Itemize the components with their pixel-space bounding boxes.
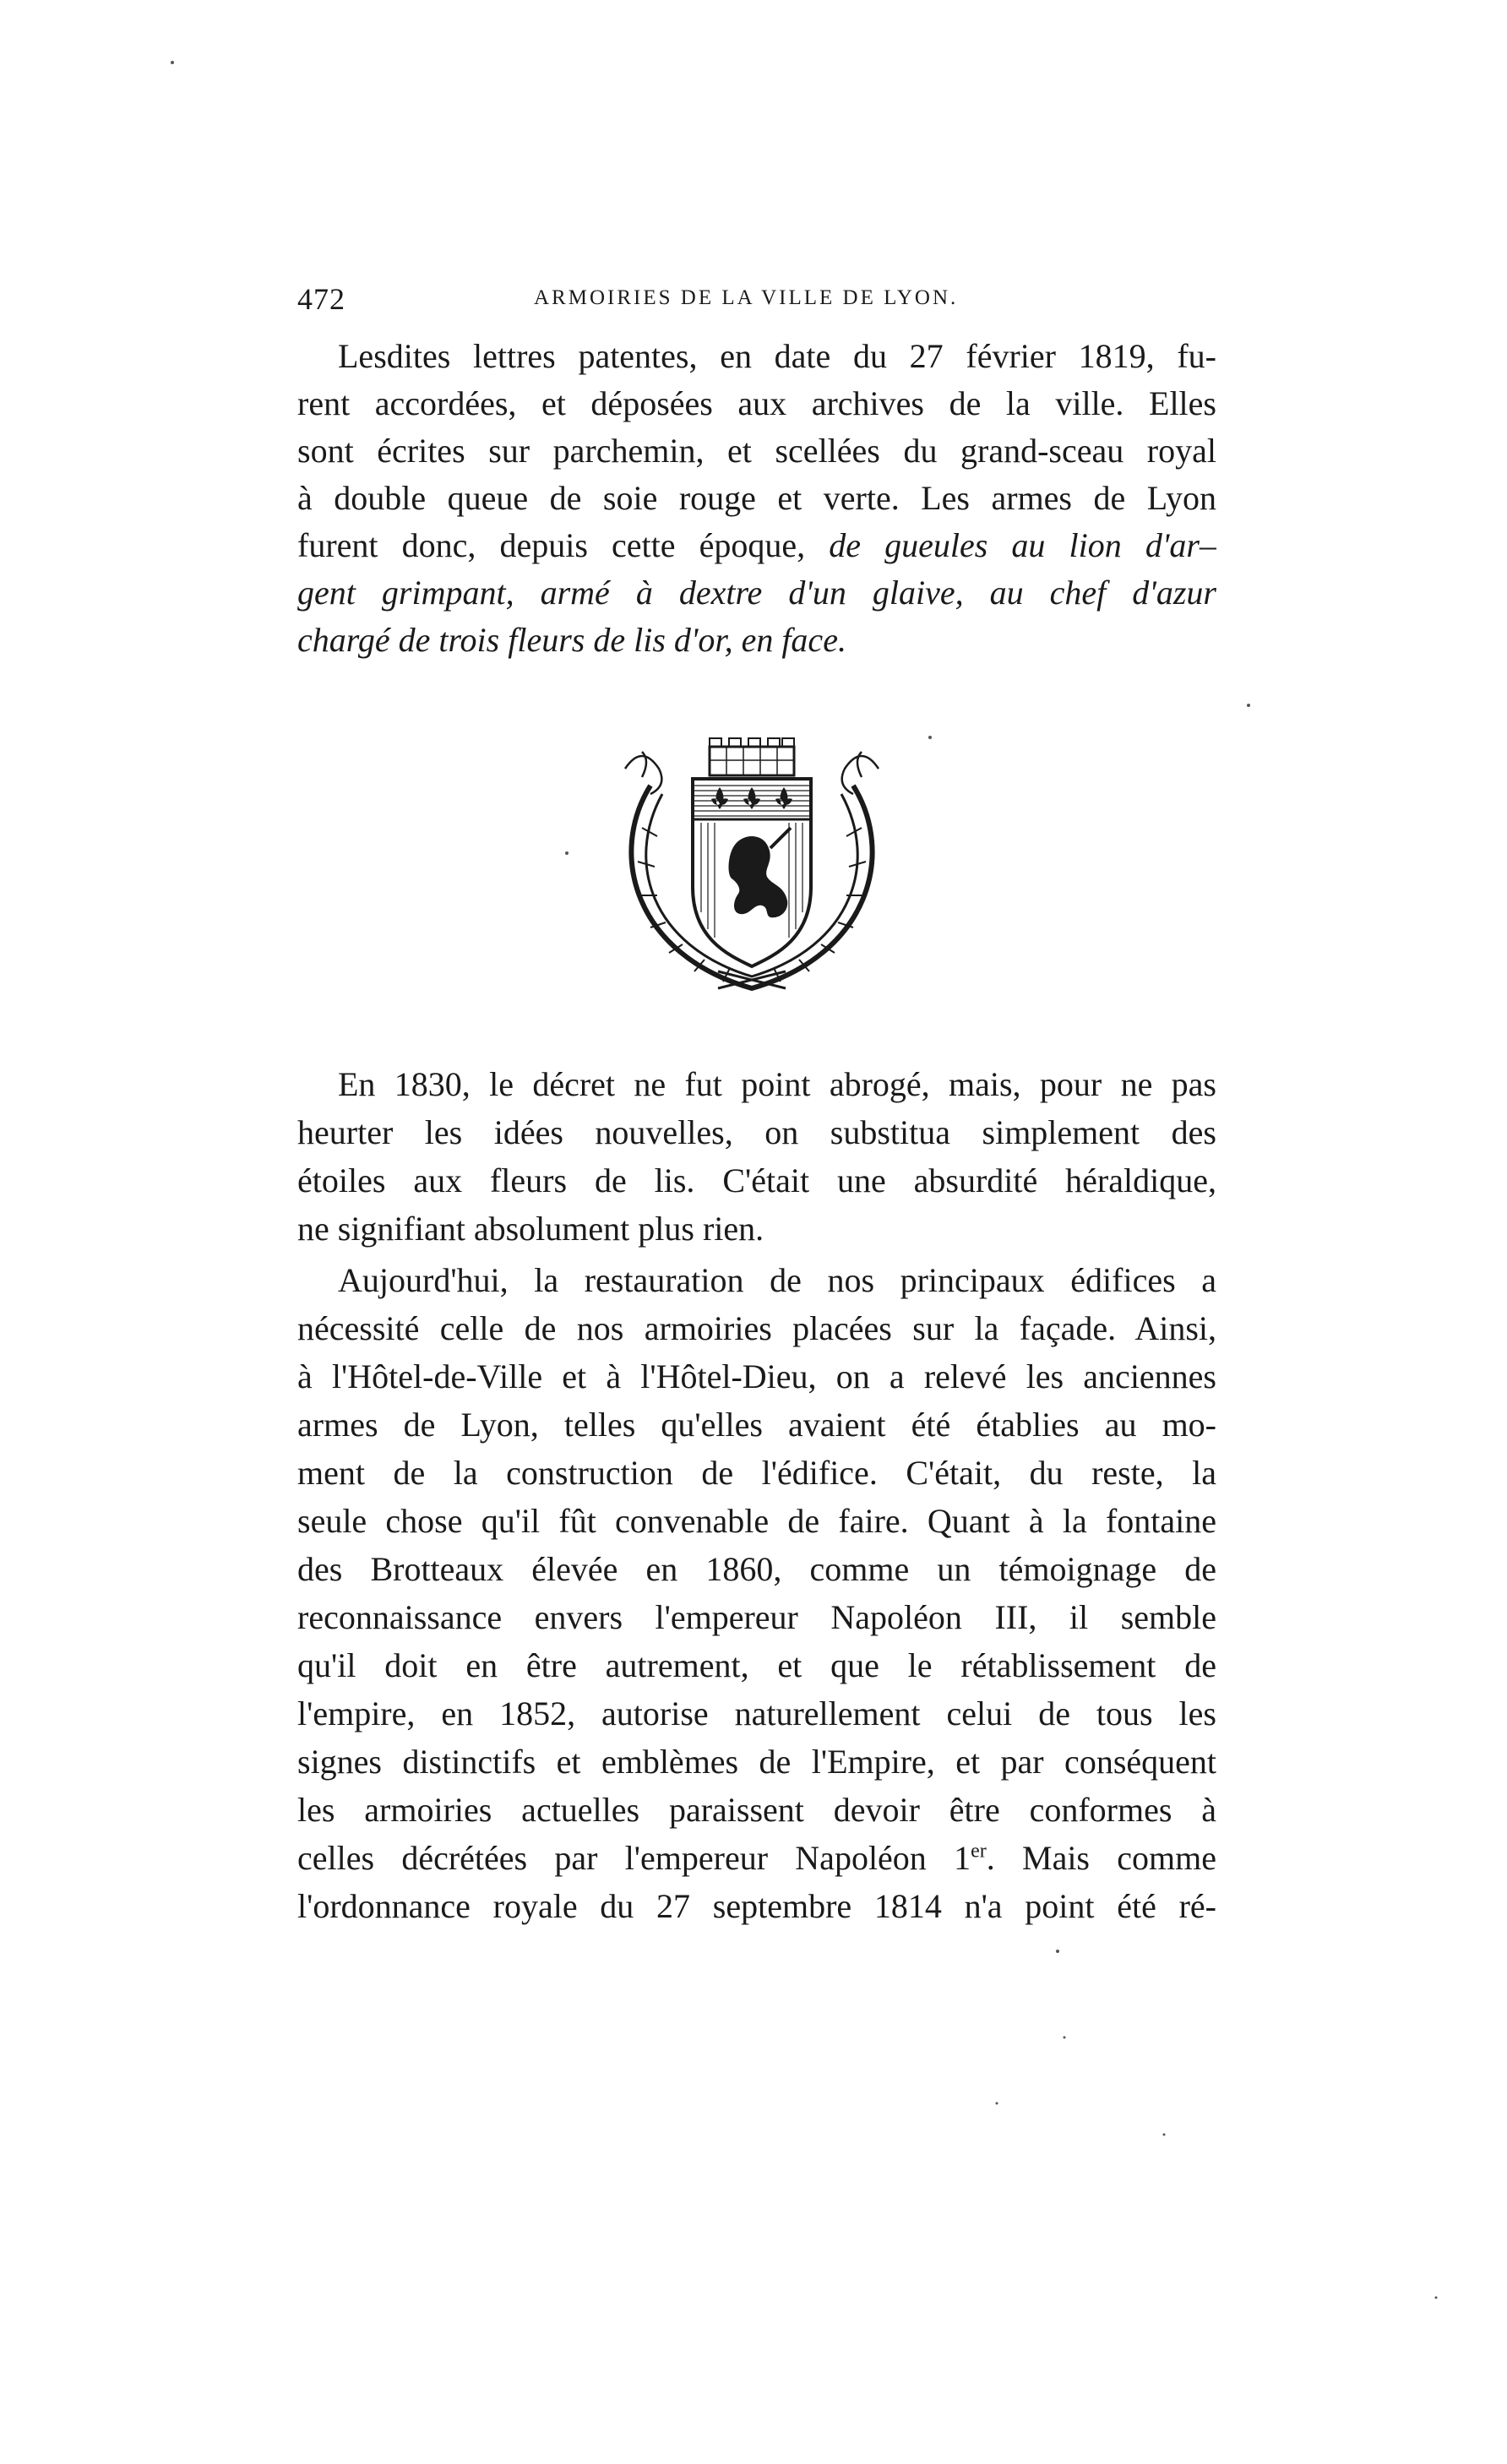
text-line: les armoiries actuelles paraissent devoir être conformes à <box>297 1791 1216 1829</box>
text-line: l'ordonnance royale du 27 septembre 1814 n'a point été ré- <box>297 1887 1216 1925</box>
coat-of-arms-of-lyon-icon <box>591 735 912 1005</box>
text-segment: furent donc, depuis cette époque, <box>297 526 806 564</box>
text-line: Lesdites lettres patentes, en date du 27 février 1819, fu- <box>338 337 1216 375</box>
text-line: signes distinctifs et emblèmes de l'Empire, et par conséquent <box>297 1743 1216 1781</box>
text-line <box>297 617 1216 664</box>
running-title: ARMOIRIES DE LA VILLE DE LYON. <box>534 286 959 309</box>
blazon-italic: de gueules au lion d'ar– <box>829 526 1216 564</box>
text-line <box>297 1834 1216 1882</box>
text-segment: celles décrétées par l'empereur Napoléon 1 <box>297 1839 971 1877</box>
paragraph-1830-decree <box>297 1060 1216 1253</box>
text-line <box>297 522 1216 569</box>
text-line: étoiles aux fleurs de lis. C'était une absurdité héraldique, <box>297 1161 1216 1199</box>
blazon-italic: gent grimpant, armé à dextre d'un glaive, au chef d'azur <box>297 574 1216 612</box>
paragraph-letters-patent <box>297 333 1216 664</box>
paragraph-restoration <box>297 1256 1216 1930</box>
blazon-italic: chargé de trois fleurs de lis d'or, en face. <box>297 621 846 659</box>
text-segment: . Mais comme <box>986 1839 1216 1877</box>
text-line: ment de la construction de l'édifice. C'était, du reste, la <box>297 1454 1216 1492</box>
text-line <box>297 569 1216 617</box>
text-line: l'empire, en 1852, autorise naturellement celui de tous les <box>297 1694 1216 1732</box>
text-line: reconnaissance envers l'empereur Napoléon III, il semble <box>297 1598 1216 1636</box>
running-head <box>297 281 1210 315</box>
text-line: à l'Hôtel-de-Ville et à l'Hôtel-Dieu, on a relevé les anciennes <box>297 1357 1216 1395</box>
text-line: des Brotteaux élevée en 1860, comme un témoignage de <box>297 1550 1216 1588</box>
text-line: seule chose qu'il fût convenable de faire. Quant à la fontaine <box>297 1502 1216 1540</box>
page-number: 472 <box>297 282 345 316</box>
text-line: armes de Lyon, telles qu'elles avaient été établies au mo- <box>297 1406 1216 1444</box>
text-line: Aujourd'hui, la restauration de nos principaux édifices a <box>338 1261 1216 1299</box>
text-line: nécessité celle de nos armoiries placées sur la façade. Ainsi, <box>297 1309 1216 1347</box>
superscript: er <box>971 1840 987 1863</box>
text-line: qu'il doit en être autrement, et que le rétablissement de <box>297 1646 1216 1684</box>
text-line: ne signifiant absolument plus rien. <box>297 1210 764 1248</box>
text-line: rent accordées, et déposées aux archives de la ville. Elles <box>297 384 1216 422</box>
text-line: à double queue de soie rouge et verte. Les armes de Lyon <box>297 479 1216 517</box>
text-line: En 1830, le décret ne fut point abrogé, mais, pour ne pas <box>338 1065 1216 1103</box>
text-line: heurter les idées nouvelles, on substitua simplement des <box>297 1113 1216 1151</box>
text-line: sont écrites sur parchemin, et scellées du grand-sceau royal <box>297 432 1216 470</box>
